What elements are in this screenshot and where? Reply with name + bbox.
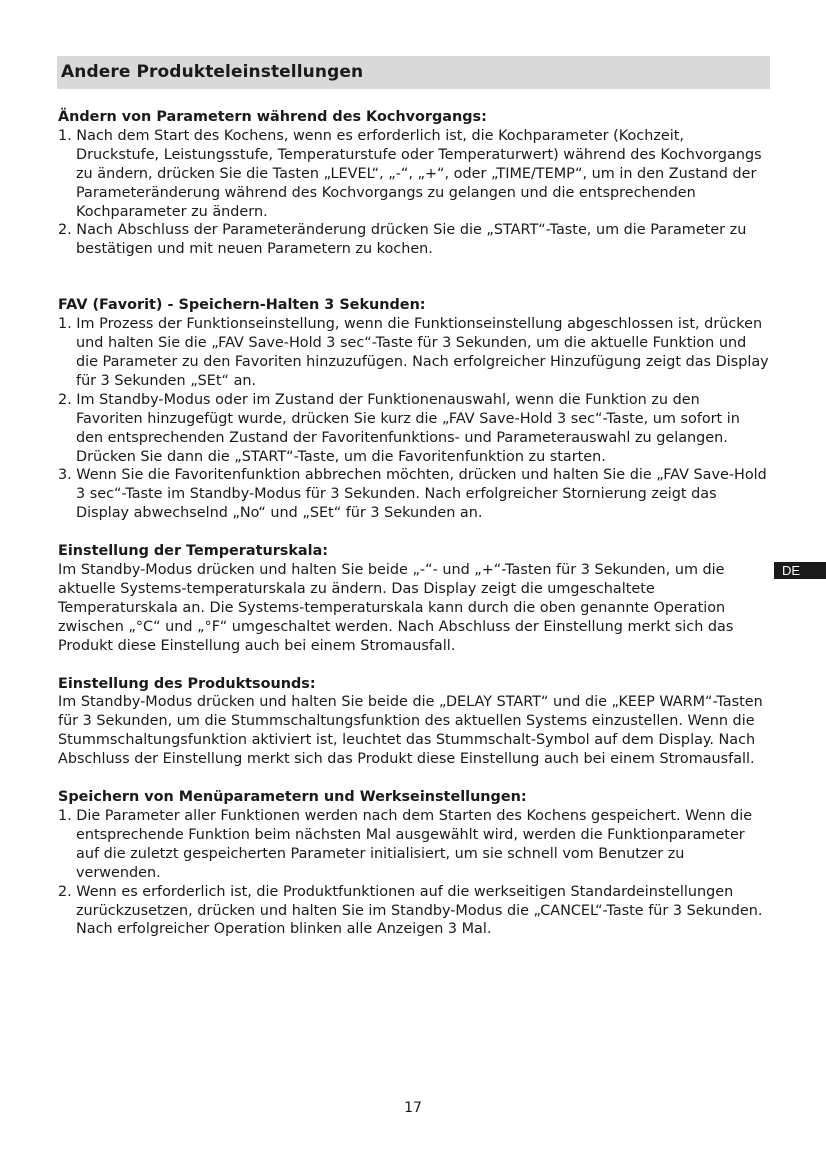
list-item: 3. Wenn Sie die Favoritenfunktion abbrechen möchten, drücken und halten Sie die „FAV Save-Hold 3 sec“-Taste im Standby-Modus für 3 Sekunden. Nach erfolgreicher Stornierung zeigt das Display abwechselnd „No“ und „SEt“ für 3 Sekunden an. [58, 467, 767, 522]
page-title: Andere Produkteleinstellungen [61, 62, 364, 82]
list-item: 1. Im Prozess der Funktionseinstellung, wenn die Funktionseinstellung abgeschlossen ist, drücken und halten Sie die „FAV Save-Hold 3 sec“-Taste für 3 Sekunden, um die aktuelle Funktion und die Parameter zu den Favoriten hinzuzufügen. Nach erfolgreicher Hinzufügung zeigt das Display für 3 Sekunden „SEt“ an. [58, 316, 769, 389]
section-title-bar [57, 56, 770, 89]
list-item: 1. Nach dem Start des Kochens, wenn es erforderlich ist, die Kochparameter (Kochzeit, Druckstufe, Leistungsstufe, Temperaturstufe oder Temperaturwert) während des Kochvorgangs zu ändern, drücken Sie die Tasten „LEVEL“, „-“, „+“, oder „TIME/TEMP“, um in den Zustand der Parameteränderung während des Kochvorgangs zu gelangen und die entsprechenden Kochparameter zu ändern. [58, 127, 762, 220]
paragraph: Im Standby-Modus drücken und halten Sie beide „-“- und „+“-Tasten für 3 Sekunden, um die aktuelle Systems-temperaturskala zu ändern. Das Display zeigt die umgeschaltete Temperaturskala an. Die Systems-temperaturskala kann durch die oben genannte Operation zwischen „°C“ und „°F“ umgeschaltet werden. Nach Abschluss der Einstellung merkt sich das Produkt diese Einstellung auch bei einem Stromausfall. [58, 562, 734, 654]
list-item: 2. Nach Abschluss der Parameteränderung drücken Sie die „START“-Taste, um die Parameter zu bestätigen und mit neuen Parametern zu kochen. [58, 222, 747, 258]
section-favorite [58, 296, 770, 523]
numbered-list [58, 807, 770, 939]
section-heading: Einstellung der Temperaturskala: [58, 543, 329, 560]
section-heading: Einstellung des Produktsounds: [58, 675, 316, 692]
section-heading: FAV (Favorit) - Speichern-Halten 3 Sekunden: [58, 297, 426, 314]
language-tab: DE [774, 562, 826, 579]
section-save-menu-parameters [58, 788, 770, 939]
document-body [58, 108, 770, 939]
page-number: 17 [404, 1100, 422, 1116]
paragraph: Im Standby-Modus drücken und halten Sie beide die „DELAY START“ und die „KEEP WARM“-Tasten für 3 Sekunden, um die Stummschaltungsfunktion des aktuellen Systems einzustellen. Wenn die Stummschaltungsfunktion aktiviert ist, leuchtet das Stummschalt-Symbol auf dem Display. Nach Abschluss der Einstellung merkt sich das Produkt diese Einstellung auch bei einem Stromausfall. [58, 694, 763, 768]
section-product-sound [58, 675, 770, 770]
numbered-list [58, 315, 770, 523]
list-item: 2. Wenn es erforderlich ist, die Produktfunktionen auf die werkseitigen Standardeinstellungen zurückzusetzen, drücken und halten Sie im Standby-Modus die „CANCEL“-Taste für 3 Sekunden. Nach erfolgreicher Operation blinken alle Anzeigen 3 Mal. [58, 883, 763, 938]
section-heading: Speichern von Menüparametern und Werkseinstellungen: [58, 789, 527, 806]
section-heading: Ändern von Parametern während des Kochvorgangs: [58, 109, 487, 125]
list-item: 1. Die Parameter aller Funktionen werden nach dem Starten des Kochens gespeichert. Wenn die entsprechende Funktion beim nächsten Mal ausgewählt wird, werden die Funktionparameter auf die zuletzt gespeicherten Parameter initialisiert, um sie schnell vom Benutzer zu verwenden. [58, 808, 753, 881]
list-item: 2. Im Standby-Modus oder im Zustand der Funktionenauswahl, wenn die Funktion zu den Favoriten hinzugefügt wurde, drücken Sie kurz die „FAV Save-Hold 3 sec“-Taste, um sofort in den entsprechenden Zustand der Favoritenfunktions- und Parameterauswahl zu gelangen. Drücken Sie dann die „START“-Taste, um die Favoritenfunktion zu starten. [58, 391, 740, 465]
section-temperature-scale [58, 542, 770, 655]
section-change-parameters [58, 108, 770, 259]
numbered-list [58, 127, 770, 259]
